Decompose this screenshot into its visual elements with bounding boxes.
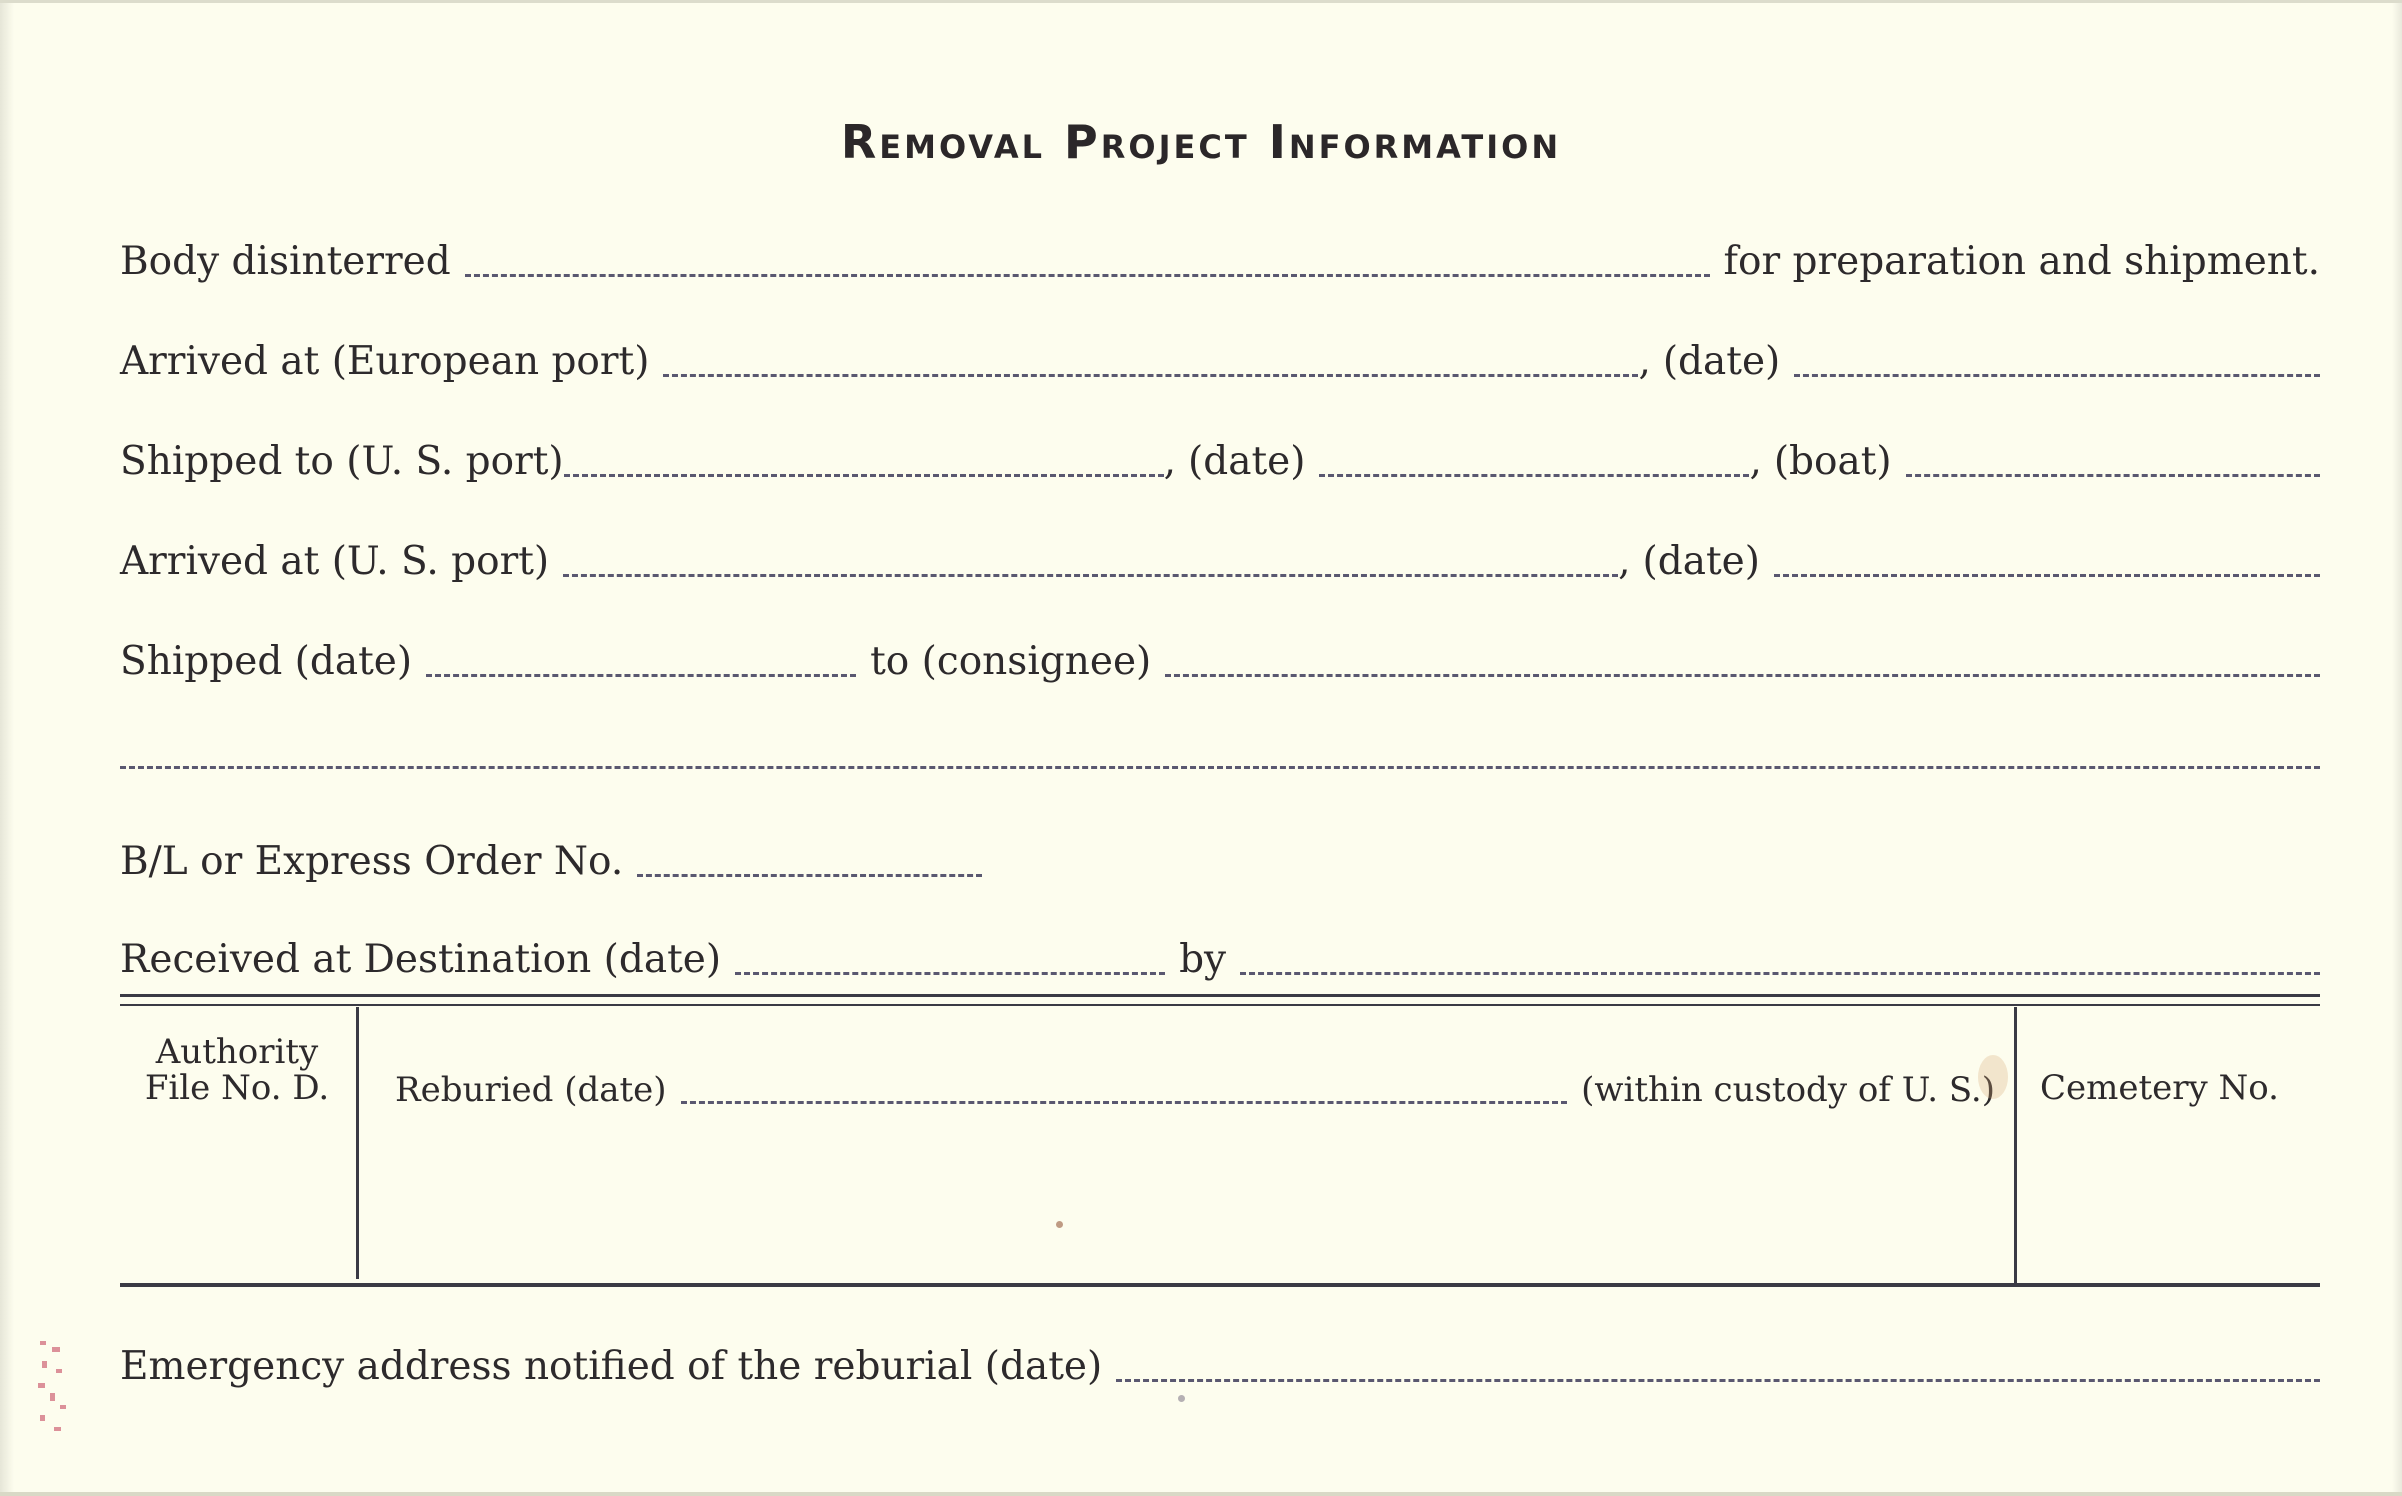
- arrived-us-port-row: [120, 523, 2320, 583]
- body-disinterred-row: [120, 223, 2320, 283]
- red-stamp-mark: [30, 1333, 90, 1443]
- preparation-shipment-label: for preparation and shipment.: [1723, 239, 2320, 284]
- us-arrival-port-field[interactable]: [563, 574, 1618, 577]
- comma: ,: [1638, 339, 1651, 384]
- bl-express-order-row: [120, 823, 2320, 883]
- emergency-address-row: [120, 1328, 2320, 1388]
- reburied-row: [395, 1059, 1995, 1109]
- shipped-date-label-2: Shipped (date): [120, 639, 413, 684]
- bl-express-order-field[interactable]: [637, 874, 982, 877]
- comma: ,: [1163, 439, 1177, 484]
- shipped-to-us-port-row: [120, 423, 2320, 483]
- arrived-us-port-label: Arrived at (U. S. port): [120, 539, 550, 584]
- box-left-divider: [356, 1007, 359, 1279]
- received-by-field[interactable]: [1240, 972, 2320, 975]
- box-top-rule: [120, 994, 2320, 997]
- shipped-to-us-port-label: Shipped to (U. S. port): [120, 439, 564, 484]
- consignee-continuation-row: [120, 715, 2320, 775]
- comma: ,: [1618, 539, 1631, 584]
- shipped-consignee-row: [120, 623, 2320, 683]
- custody-label: (within custody of U. S.): [1581, 1070, 1995, 1111]
- shipped-date-label: (date): [1188, 439, 1306, 484]
- european-arrival-date-label: (date): [1662, 339, 1781, 384]
- european-port-field[interactable]: [663, 374, 1638, 377]
- authority-file-cell: [122, 1032, 352, 1108]
- arrived-european-port-row: [120, 323, 2320, 383]
- paper-stain: [1978, 1055, 2008, 1099]
- received-destination-row: [120, 921, 2320, 981]
- card-title: Removal Project Information: [840, 115, 1562, 169]
- boat-label: (boat): [1773, 439, 1892, 484]
- reburied-label: Reburied (date): [395, 1070, 667, 1111]
- received-destination-date-field[interactable]: [735, 972, 1165, 975]
- received-by-label: by: [1179, 937, 1227, 982]
- consignee-continuation-field[interactable]: [120, 766, 2320, 769]
- emergency-address-label: Emergency address notified of the reburial (date): [120, 1344, 1103, 1389]
- european-arrival-date-field[interactable]: [1794, 374, 2320, 377]
- consignee-label: to (consignee): [870, 639, 1152, 684]
- boat-field[interactable]: [1906, 474, 2320, 477]
- cemetery-no-label: Cemetery No.: [2040, 1068, 2279, 1108]
- comma: ,: [1749, 439, 1762, 484]
- arrived-european-port-label: Arrived at (European port): [120, 339, 650, 384]
- box-top-rule-inner: [120, 1004, 2320, 1006]
- authority-label: Authority: [155, 1032, 319, 1072]
- reburied-date-field[interactable]: [681, 1101, 1568, 1104]
- body-disinterred-field[interactable]: [465, 274, 1710, 277]
- file-no-label: File No. D.: [144, 1067, 330, 1108]
- us-port-field[interactable]: [564, 474, 1164, 477]
- us-arrival-date-label: (date): [1642, 539, 1760, 584]
- bl-express-order-label: B/L or Express Order No.: [120, 839, 624, 884]
- paper-speck: [1178, 1395, 1185, 1402]
- us-arrival-date-field[interactable]: [1774, 574, 2320, 577]
- shipped-date-field[interactable]: [1319, 474, 1749, 477]
- body-disinterred-label: Body disinterred: [120, 239, 451, 284]
- box-bottom-rule: [120, 1283, 2320, 1287]
- box-right-divider: [2014, 1007, 2017, 1287]
- emergency-address-date-field[interactable]: [1116, 1379, 2320, 1382]
- consignee-field[interactable]: [1165, 674, 2320, 677]
- received-destination-label: Received at Destination (date): [120, 937, 722, 982]
- paper-speck: [1056, 1221, 1063, 1228]
- shipped-date-field-2[interactable]: [426, 674, 856, 677]
